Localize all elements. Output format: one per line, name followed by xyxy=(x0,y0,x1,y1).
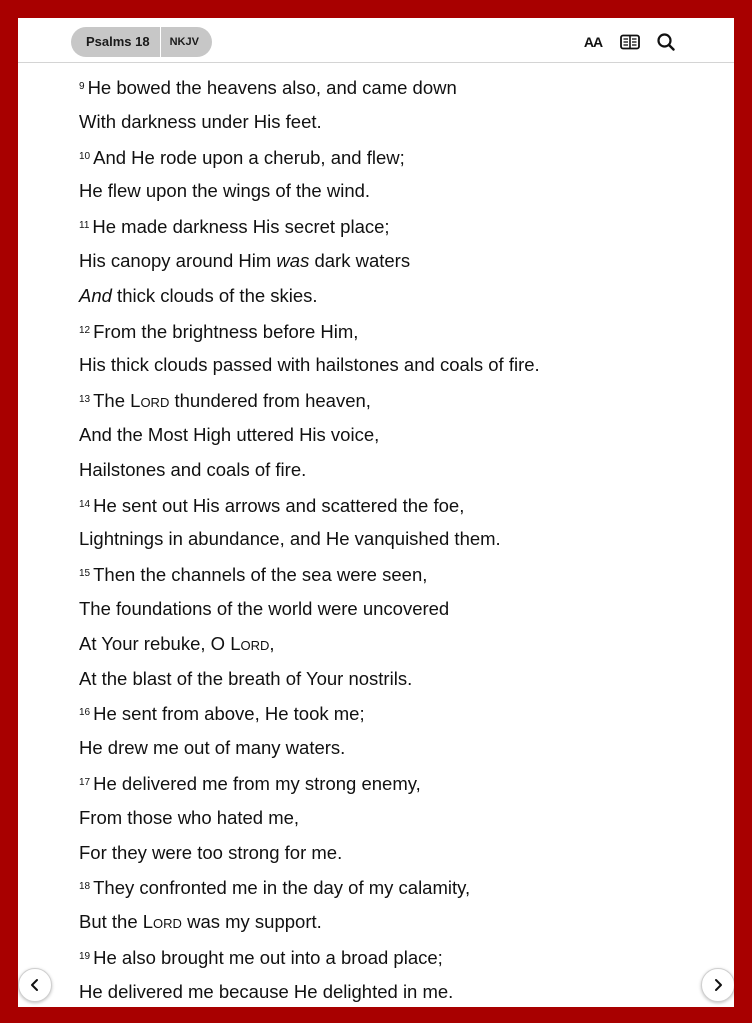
verse-line: For they were too strong for me. xyxy=(79,841,343,863)
verse-line: He delivered me because He delighted in me. xyxy=(79,980,454,1002)
verse-line: $^{18}$ They confronted me in the day of my calamity, xyxy=(79,877,471,899)
text-size-label: AA xyxy=(583,34,603,50)
verse-number: 13 xyxy=(79,394,91,406)
search-icon[interactable] xyxy=(654,32,678,52)
verse-line: With darkness under His feet. xyxy=(79,110,322,132)
verse-line: At the blast of the breath of Your nostrils. xyxy=(79,667,413,689)
top-bar xyxy=(18,18,734,63)
text-size-icon[interactable] xyxy=(581,32,605,52)
verse-line: $^{10}$ And He rode upon a cherub, and flew; xyxy=(79,146,405,168)
reader-mode-icon[interactable] xyxy=(618,32,642,52)
verse-line: His thick clouds passed with hailstones and coals of fire. xyxy=(79,354,540,376)
verse-number: 12 xyxy=(79,324,91,336)
verse-number: 17 xyxy=(79,776,91,788)
verse-line: His canopy around Him was dark waters xyxy=(79,249,411,271)
verse-line: Hailstones and coals of fire. xyxy=(79,458,307,480)
version-button[interactable]: NKJV xyxy=(169,36,199,48)
verse-number: 16 xyxy=(79,707,91,719)
verse-line: $^{16}$ He sent from above, He took me; xyxy=(79,703,365,725)
verse-number: 14 xyxy=(79,498,91,510)
verse-line: And the Most High uttered His voice, xyxy=(79,423,380,445)
verse-number: 15 xyxy=(79,568,91,580)
verse-line: $^9$ He bowed the heavens also, and came down xyxy=(79,77,457,98)
verse-line: $^{11}$ He made darkness His secret place; xyxy=(79,216,390,238)
verse-number: 19 xyxy=(79,950,91,962)
verse-line: At Your rebuke, O Lord, xyxy=(79,632,275,654)
verse-line: He flew upon the wings of the wind. xyxy=(79,180,371,202)
verse-line: $^{14}$ He sent out His arrows and scattered the foe, xyxy=(79,494,465,516)
reader-frame xyxy=(18,18,734,1007)
verse-line: $^{12}$ From the brightness before Him, xyxy=(79,320,359,342)
verse-number: 10 xyxy=(79,150,91,162)
verse-line: $^{13}$ The Lord thundered from heaven, xyxy=(79,390,371,412)
verse-number: 11 xyxy=(79,220,90,232)
verse-line: $^{15}$ Then the channels of the sea were seen, xyxy=(79,564,428,586)
next-chapter-button[interactable] xyxy=(701,968,734,1002)
verse-line: $^{19}$ He also brought me out into a broad place; xyxy=(79,946,443,968)
book-chapter-button[interactable]: Psalms 18 xyxy=(71,27,161,57)
verse-number: 9 xyxy=(79,81,85,92)
verse-line: From those who hated me, xyxy=(79,806,300,828)
verse-line: But the Lord was my support. xyxy=(79,911,322,933)
chapter-version-pill xyxy=(71,27,212,57)
verse-line: And thick clouds of the skies. xyxy=(79,284,318,306)
previous-chapter-button[interactable] xyxy=(18,968,52,1002)
verse-number: 18 xyxy=(79,881,91,893)
chevron-left-icon xyxy=(28,978,42,992)
verse-line: The foundations of the world were uncovered xyxy=(79,597,450,619)
verse-line: Lightnings in abundance, and He vanquished them. xyxy=(79,528,501,550)
verse-line: $^{17}$ He delivered me from my strong enemy, xyxy=(79,772,421,794)
verse-line: He drew me out of many waters. xyxy=(79,737,346,759)
scripture-text xyxy=(79,70,714,1007)
chevron-right-icon xyxy=(711,978,725,992)
